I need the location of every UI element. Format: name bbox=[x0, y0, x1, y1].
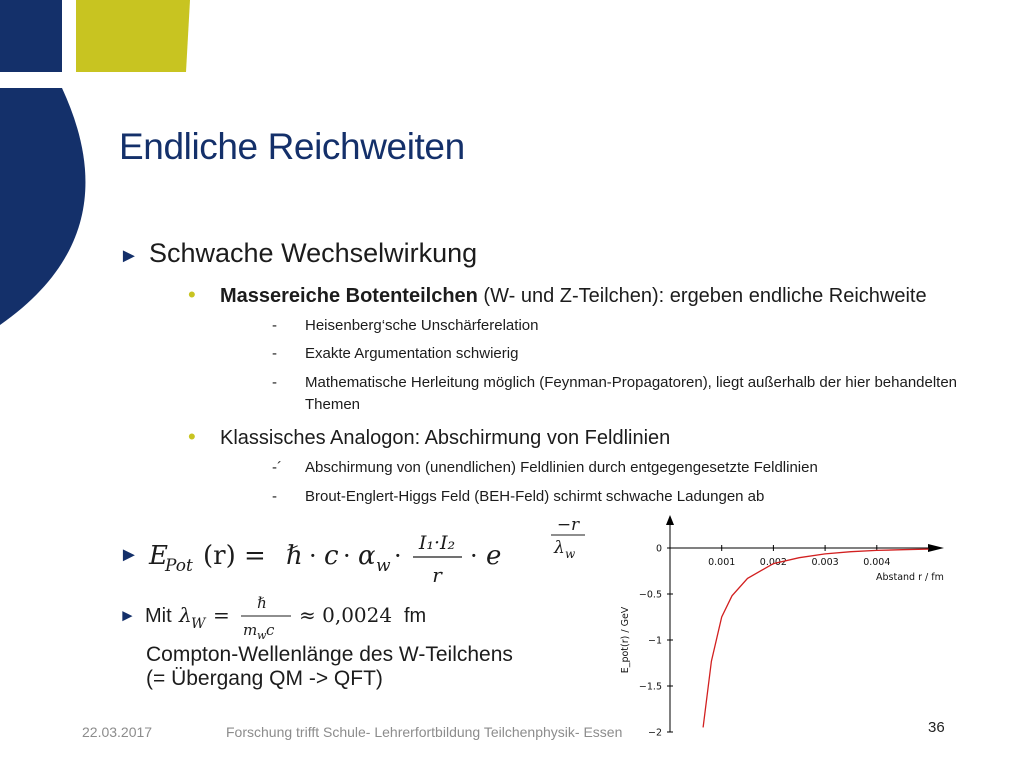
chart-axes bbox=[620, 515, 944, 739]
navy-square-shape bbox=[0, 0, 62, 72]
lambda-fraction-numerator: ℏ bbox=[257, 594, 267, 612]
yellow-square-shape bbox=[76, 0, 190, 72]
lambda-definition bbox=[119, 592, 479, 642]
formula-exponent-lambda: λ bbox=[554, 538, 565, 558]
mit-label: Mit bbox=[145, 605, 172, 627]
sub-point-text: Exakte Argumentation schwierig bbox=[305, 345, 519, 362]
point-massereiche bbox=[188, 282, 927, 308]
dash-bullet: - bbox=[272, 374, 277, 391]
lambda-symbol: λ bbox=[179, 603, 192, 627]
y-axis-arrow-icon bbox=[666, 515, 674, 525]
formula-dot: · bbox=[309, 542, 317, 570]
formula-alpha: α bbox=[358, 541, 376, 571]
sub-point bbox=[272, 343, 518, 365]
triangle-bullet-icon: ► bbox=[119, 245, 139, 267]
slide-title: Endliche Reichweiten bbox=[119, 126, 465, 167]
lambda-fraction-m: m bbox=[243, 621, 258, 639]
formula-exponent-numerator: −r bbox=[556, 518, 580, 535]
formula-lhs: (r) = bbox=[203, 541, 266, 571]
footer-date: 22.03.2017 bbox=[82, 724, 153, 740]
y-tick-label: −1.5 bbox=[638, 681, 662, 693]
dash-bullet: - bbox=[272, 317, 277, 334]
lambda-subscript: W bbox=[191, 616, 206, 632]
compton-text bbox=[146, 643, 513, 691]
y-tick-label: −1 bbox=[647, 635, 662, 647]
navy-curved-shape bbox=[0, 88, 85, 325]
bullet-dot-icon: • bbox=[188, 282, 196, 307]
sub-point-text: Mathematische Herleitung möglich (Feynman-Propagatoren), liegt außerhalb der hier behandelten Themen bbox=[305, 374, 958, 413]
point-text: (W- und Z-Teilchen): ergeben endliche Reichweite bbox=[477, 285, 927, 307]
formula-E-subscript: Pot bbox=[165, 556, 193, 576]
sub-point bbox=[272, 486, 764, 508]
sub-point bbox=[272, 457, 818, 479]
footer-center: Forschung trifft Schule- Lehrerfortbildung Teilchenphysik- Essen bbox=[226, 724, 623, 740]
sub-point-text: Abschirmung von (unendlichen) Feldlinien durch entgegengesetzte Feldlinien bbox=[305, 459, 818, 476]
potential-chart bbox=[614, 515, 954, 740]
lambda-fraction-subscript: w bbox=[257, 629, 267, 642]
formula-E: E bbox=[149, 541, 168, 571]
formula-dot: · bbox=[470, 542, 478, 570]
dash-bullet: - bbox=[272, 488, 277, 505]
dash-bullet: -´ bbox=[272, 459, 282, 476]
y-tick-label: −2 bbox=[647, 727, 662, 739]
point-analogon bbox=[188, 424, 670, 450]
formula-alpha-subscript: w bbox=[376, 556, 391, 576]
point-bold-text: Massereiche Botenteilchen bbox=[220, 285, 478, 307]
potential-formula bbox=[119, 518, 619, 598]
sub-point-text: Brout-Englert-Higgs Feld (BEH-Feld) schirmt schwache Ladungen ab bbox=[305, 488, 765, 505]
page-number: 36 bbox=[928, 719, 945, 736]
approx-value: ≈ 0,0024 bbox=[299, 603, 393, 627]
sub-point bbox=[272, 315, 538, 337]
formula-dot: · bbox=[394, 542, 402, 570]
y-axis-label: E_pot(r) / GeV bbox=[620, 606, 631, 674]
section-heading bbox=[119, 238, 477, 269]
formula-fraction-numerator: I₁·I₂ bbox=[418, 532, 456, 554]
x-tick-label: 0.003 bbox=[811, 557, 839, 568]
formula-fraction-denominator: r bbox=[432, 563, 442, 587]
formula-hbar: ℏ bbox=[286, 541, 303, 571]
lambda-fraction-c: c bbox=[266, 621, 275, 639]
x-tick-label: 0.002 bbox=[759, 557, 787, 568]
triangle-bullet-icon: ► bbox=[119, 606, 136, 625]
equals-sign: = bbox=[213, 603, 230, 627]
point-text: Klassisches Analogon: Abschirmung von Feldlinien bbox=[220, 427, 671, 449]
y-tick-label: −0.5 bbox=[638, 589, 662, 601]
triangle-bullet-icon: ► bbox=[119, 544, 139, 566]
sub-point bbox=[272, 372, 965, 416]
bullet-dot-icon: • bbox=[188, 424, 196, 449]
formula-exponent-subscript: w bbox=[565, 547, 576, 561]
x-axis-arrow-icon bbox=[928, 544, 944, 552]
section-heading-text: Schwache Wechselwirkung bbox=[149, 238, 478, 268]
compton-line: (= Übergang QM -> QFT) bbox=[146, 667, 383, 690]
sub-point-text: Heisenberg‘sche Unschärferelation bbox=[305, 317, 539, 334]
x-tick-label: 0.004 bbox=[863, 557, 891, 568]
formula-c: c bbox=[324, 541, 339, 571]
y-tick-label: 0 bbox=[655, 543, 662, 555]
dash-bullet: - bbox=[272, 345, 277, 362]
compton-line: Compton-Wellenlänge des W-Teilchens bbox=[146, 643, 513, 666]
formula-e: e bbox=[486, 541, 502, 571]
x-tick-label: 0.001 bbox=[708, 557, 736, 568]
unit-label: fm bbox=[404, 605, 427, 627]
x-axis-label: Abstand r / fm bbox=[876, 572, 944, 583]
formula-dot: · bbox=[343, 542, 351, 570]
